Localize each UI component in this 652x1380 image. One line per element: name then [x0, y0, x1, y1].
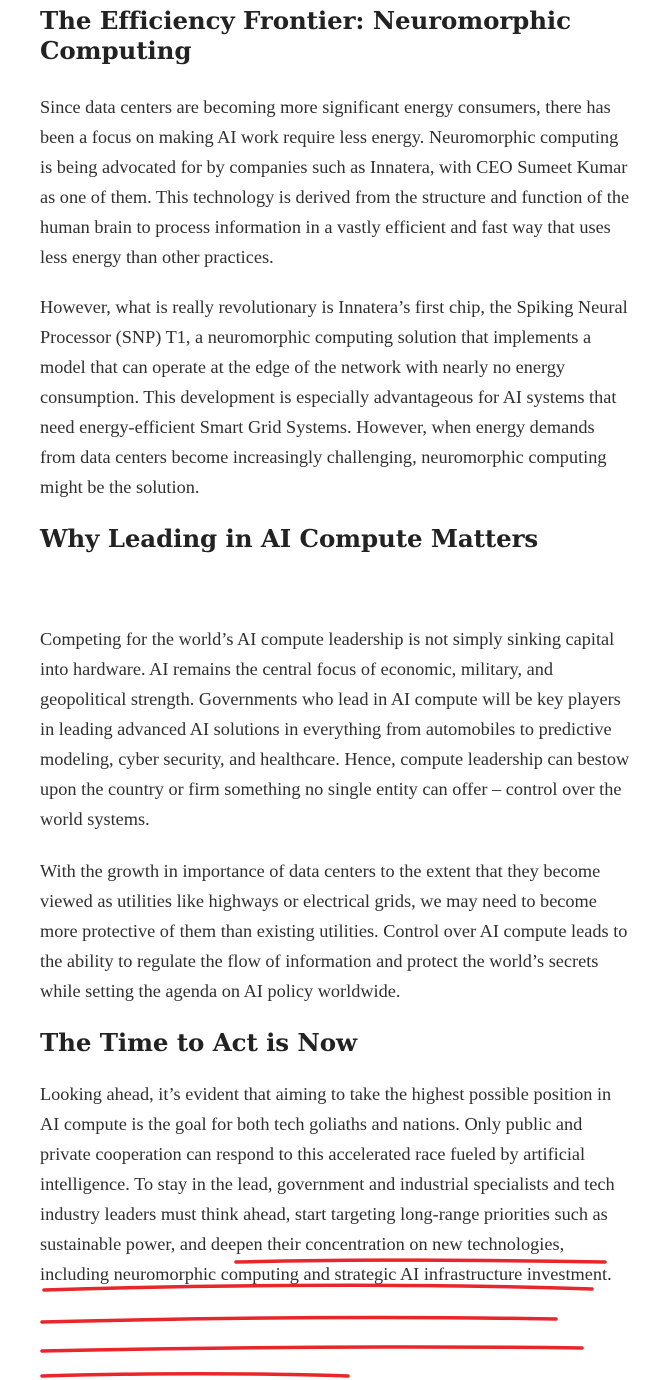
underline-stroke-4: [42, 1347, 582, 1351]
underline-stroke-3: [42, 1318, 556, 1322]
paragraph-data-centers-utilities: With the growth in importance of data centers to the extent that they become viewed as utilities like highways or electrical grids, we may need to become more protective of them than existing utilities. Control over AI compute leads to the ability to regulate the flow of information and protect the world’s secrets while setting the agenda on AI policy worldwide.: [40, 861, 628, 1001]
article-body: [40, 0, 632, 1289]
underline-stroke-5: [42, 1374, 348, 1376]
paragraph-neuromorphic-intro: Since data centers are becoming more significant energy consumers, there has been a focus on making AI work require less energy. Neuromorphic computing is being advocated for by companies such as Innatera, with CEO Sumeet Kumar as one of them. This technology is derived from the structure and function of the human brain to process information in a vastly efficient and fast way that uses less energy than other practices.: [40, 97, 630, 267]
paragraph-innatera-chip: However, what is really revolutionary is Innatera’s first chip, the Spiking Neural Processor (SNP) T1, a neuromorphic computing solution that implements a model that can operate at the edge of the network with nearly no energy consumption. This development is especially advantageous for AI systems that need energy-efficient Smart Grid Systems. However, when energy demands from data centers become increasingly challenging, neuromorphic computing might be the solution.: [40, 297, 628, 497]
section-heading-why-leading: Why Leading in AI Compute Matters: [40, 524, 539, 553]
section-heading-time-to-act: The Time to Act is Now: [40, 1028, 357, 1057]
section-heading-efficiency-frontier: The Efficiency Frontier: Neuromorphic Computing: [40, 6, 571, 65]
paragraph-compute-leadership: Competing for the world’s AI compute leadership is not simply sinking capital into hardware. AI remains the central focus of economic, military, and geopolitical strength. Governments who lead in AI compute will be key players in leading advanced AI solutions in everything from automobiles to predictive modeling, cyber security, and healthcare. Hence, compute leadership can bestow upon the country or firm something no single entity can offer – control over the world systems.: [40, 629, 630, 829]
paragraph-looking-ahead: Looking ahead, it’s evident that aiming to take the highest possible position in AI compute is the goal for both tech goliaths and nations. Only public and private cooperation can respond to this accelerated race fueled by artificial intelligence. To stay in the lead, government and industrial specialists and tech industry leaders must think ahead, start targeting long-range priorities such as sustainable power, and deepen their concentration on new technologies, including neuromorphic computing and strategic AI infrastructure investment.: [40, 1084, 615, 1284]
